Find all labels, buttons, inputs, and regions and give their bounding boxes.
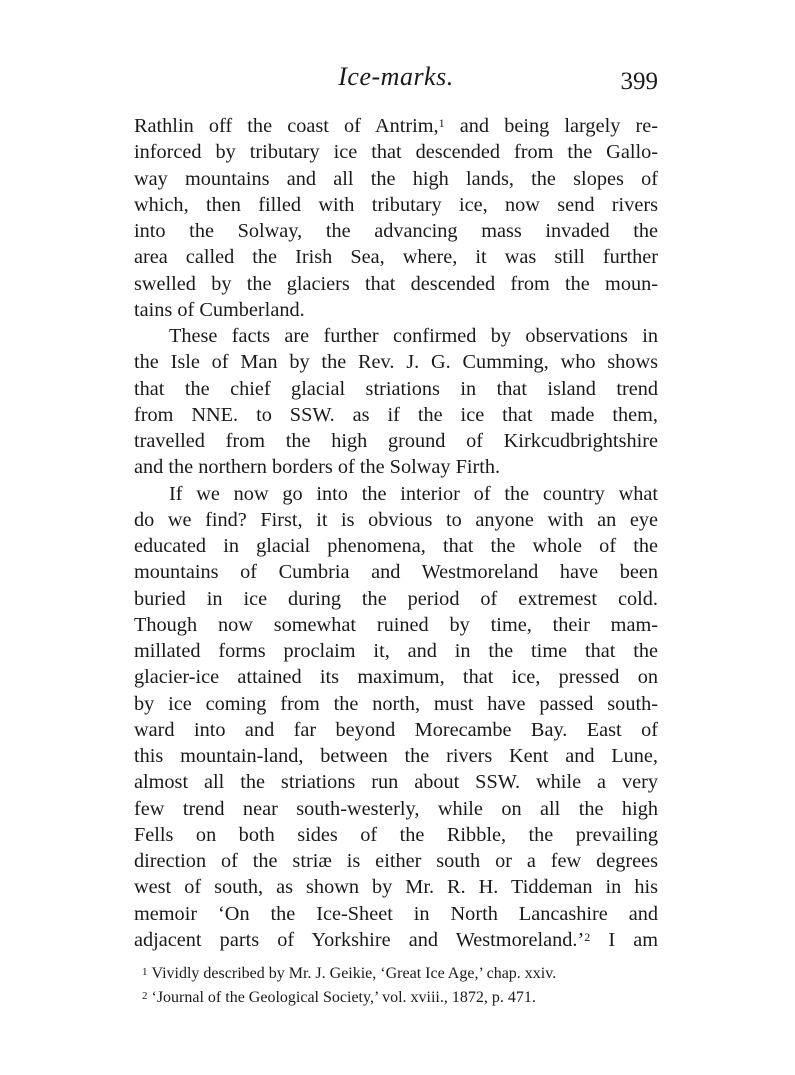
footnote <box>134 962 658 986</box>
footnote-mark: 1 <box>142 966 148 978</box>
text-line: west of south, as shown by Mr. R. H. Tiddeman in his <box>134 876 658 899</box>
footnote-mark: 2 <box>142 990 148 1002</box>
footnote-reference: 1 <box>438 116 445 130</box>
text-line: Fells on both sides of the Ribble, the prevailing <box>134 823 658 846</box>
text-line: If we now go into the interior of the country what <box>169 482 658 505</box>
text-line: educated in glacial phenomena, that the whole of the <box>134 535 658 557</box>
text-line: memoir ‘On the Ice-Sheet in North Lancashire and <box>134 902 658 925</box>
text-line: the Isle of Man by the Rev. J. G. Cumming, who shows <box>134 351 658 374</box>
page-number: 399 <box>620 68 658 95</box>
text-line: from NNE. to SSW. as if the ice that made them, <box>134 403 658 426</box>
text-line: ward into and far beyond Morecambe Bay. East of <box>134 718 658 741</box>
text-line: way mountains and all the high lands, the slopes of <box>134 167 658 190</box>
text-line: adjacent parts of Yorkshire and Westmoreland.’$^2$ I am <box>134 928 659 951</box>
footnote-reference: 2 <box>584 929 591 944</box>
text-line: glacier-ice attained its maximum, that ice, pressed on <box>134 666 658 689</box>
footnote <box>134 986 658 1010</box>
text-line: and the northern borders of the Solway Firth. <box>134 456 501 479</box>
text-line: this mountain-land, between the rivers Kent and Lune, <box>134 745 658 767</box>
text-line: Rathlin off the coast of Antrim,$^1$ and being largely re- <box>134 115 659 137</box>
footnote-text: Vividly described by Mr. J. Geikie, ‘Great Ice Age,’ chap. xxiv. <box>151 965 557 982</box>
text-line: direction of the striæ is either south or a few degrees <box>134 850 658 872</box>
text-line: do we find? First, it is obvious to anyone with an eye <box>134 508 658 531</box>
text-line: buried in ice during the period of extremest cold. <box>134 587 658 610</box>
footnotes <box>134 962 658 1010</box>
text-line: Though now somewhat ruined by time, their mam- <box>134 613 658 636</box>
text-line: which, then filled with tributary ice, now send rivers <box>134 193 658 216</box>
text-line: area called the Irish Sea, where, it was still further <box>134 246 658 269</box>
page-header <box>134 62 658 102</box>
text-line: by ice coming from the north, must have passed south- <box>134 692 658 715</box>
text-line: tains of Cumberland. <box>134 298 305 321</box>
text-line: travelled from the high ground of Kirkcudbrightshire <box>134 430 658 452</box>
text-line: almost all the striations run about SSW. while a very <box>134 771 658 794</box>
text-line: into the Solway, the advancing mass invaded the <box>134 220 658 242</box>
footnote-text: ‘Journal of the Geological Society,’ vol. xviii., 1872, p. 471. <box>151 989 536 1006</box>
text-line: swelled by the glaciers that descended from the moun- <box>134 272 658 295</box>
text-line: inforced by tributary ice that descended from the Gallo- <box>134 141 658 164</box>
running-title: Ice-marks. <box>338 62 454 91</box>
text-line: that the chief glacial striations in that island trend <box>134 377 658 400</box>
text-line: millated forms proclaim it, and in the time that the <box>134 640 658 662</box>
text-line: mountains of Cumbria and Westmoreland have been <box>134 561 658 584</box>
text-line: These facts are further confirmed by observations in <box>169 325 658 347</box>
text-line: few trend near south-westerly, while on all the high <box>134 797 658 820</box>
body-text <box>134 113 658 953</box>
